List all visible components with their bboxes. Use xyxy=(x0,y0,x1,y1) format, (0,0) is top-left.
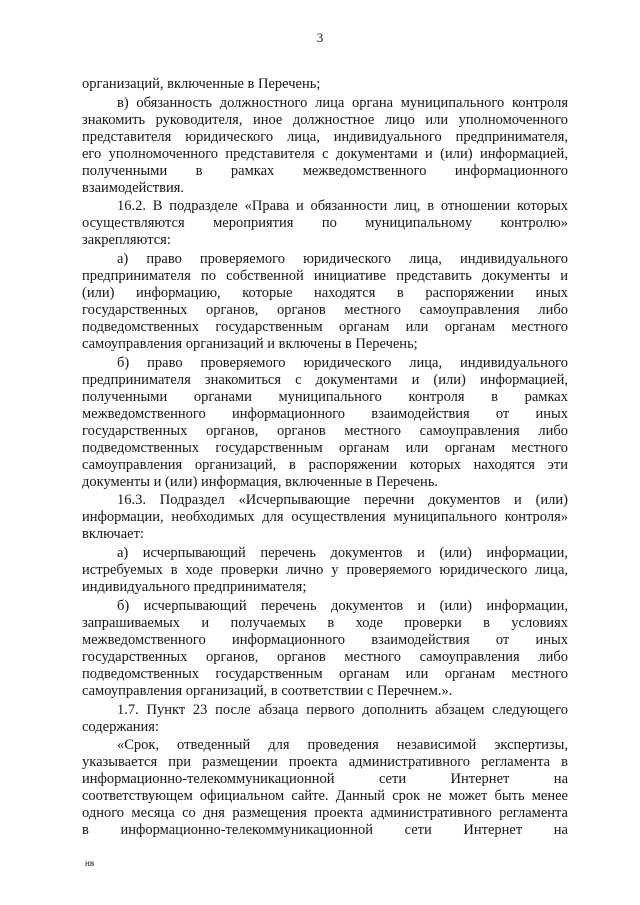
text-line: полученными органами муниципального контроля в рамках xyxy=(82,388,568,405)
text-line: самоуправления организаций и включены в Перечень; xyxy=(82,336,418,353)
text-line: соответствующем официальном сайте. Данный срок не может быть менее xyxy=(82,788,568,805)
text-line: взаимодействия. xyxy=(82,179,185,196)
text-line: подведомственных государственным органам или органам местного xyxy=(82,439,568,456)
text-line: государственных органов, органов местного самоуправления либо xyxy=(82,302,568,319)
text-line: включает: xyxy=(82,526,144,543)
text-line: информации, необходимых для осуществления муниципального контроля» xyxy=(82,509,568,526)
paragraph xyxy=(82,198,568,249)
text-line: государственных органов, органов местного самоуправления либо xyxy=(82,422,568,439)
paragraph xyxy=(82,492,568,543)
text-line: одного месяца со дня размещения проекта административного регламента xyxy=(82,805,568,822)
text-line: (или) информацию, которые находятся в распоряжении иных xyxy=(82,285,568,302)
text-line: предпринимателя знакомиться с документами и (или) информацией, xyxy=(82,371,568,388)
paragraph xyxy=(82,545,568,596)
paragraph xyxy=(82,702,568,736)
text-line: предпринимателя по собственной инициативе представить документы и xyxy=(82,268,568,285)
text-line: государственных органов, органов местного самоуправления либо xyxy=(82,648,568,665)
paragraph xyxy=(82,251,568,353)
text-line: 16.3. Подраздел «Исчерпывающие перечни документов и (или) xyxy=(117,492,568,509)
text-line: 1.7. Пункт 23 после абзаца первого дополнить абзацем следующего xyxy=(117,701,568,718)
text-line: межведомственного информационного взаимодействия от иных xyxy=(82,631,568,648)
page-number: 3 xyxy=(316,30,324,45)
text-line: самоуправления организаций, в соответствии с Перечнем.». xyxy=(82,682,453,699)
text-line: а) право проверяемого юридического лица, индивидуального xyxy=(117,251,568,268)
text-line: запрашиваемых и получаемых в ходе проверки в условиях xyxy=(82,614,568,631)
text-line: истребуемых в ходе проверки лично у проверяемого юридического лица, xyxy=(82,562,568,579)
text-line: в) обязанность должностного лица органа муниципального контроля xyxy=(117,94,568,111)
text-line: самоуправления организаций, в распоряжении которых находятся эти xyxy=(82,456,568,473)
text-line: знакомить руководителя, иное должностное лицо или уполномоченного xyxy=(82,111,568,128)
text-line: подведомственных государственным органам или органам местного xyxy=(82,665,568,682)
text-line: информационно-телекоммуникационной сети Интернет на xyxy=(82,771,568,788)
text-line: закрепляются: xyxy=(82,232,171,249)
text-line: в информационно-телекоммуникационной сети Интернет на xyxy=(82,822,568,839)
text-line: межведомственного информационного взаимодействия от иных xyxy=(82,405,568,422)
paragraph xyxy=(82,95,568,197)
text-line: б) право проверяемого юридического лица, индивидуального xyxy=(117,354,568,371)
text-line: подведомственных государственным органам или органам местного xyxy=(82,319,568,336)
paragraph xyxy=(82,598,568,700)
text-line: организаций, включенные в Перечень; xyxy=(82,76,321,92)
paragraph xyxy=(82,737,568,839)
text-line: содержания: xyxy=(82,718,160,735)
text-line: осуществляются мероприятия по муниципальному контролю» xyxy=(82,215,568,232)
text-line: документы и (или) информация, включенные в Перечень. xyxy=(82,473,439,490)
paragraph xyxy=(82,76,568,93)
text-line: а) исчерпывающий перечень документов и (или) информации, xyxy=(117,545,568,562)
paragraph xyxy=(82,355,568,491)
text-line: «Срок, отведенный для проведения независимой экспертизы, xyxy=(117,737,568,754)
text-line: 16.2. В подразделе «Права и обязанности лиц, в отношении которых xyxy=(117,198,568,215)
text-line: представителя юридического лица, индивидуального предпринимателя, xyxy=(82,128,568,145)
text-line: полученными в рамках межведомственного информационного xyxy=(82,162,568,179)
document-body xyxy=(82,76,568,839)
text-line: его уполномоченного представителя с документами и (или) информацией, xyxy=(82,145,568,162)
text-line: указывается при размещении проекта административного регламента в xyxy=(82,754,568,771)
text-line: индивидуального предпринимателя; xyxy=(82,579,307,596)
text-line: б) исчерпывающий перечень документов и (или) информации, xyxy=(117,597,568,614)
footer-mark: нв xyxy=(85,858,95,868)
